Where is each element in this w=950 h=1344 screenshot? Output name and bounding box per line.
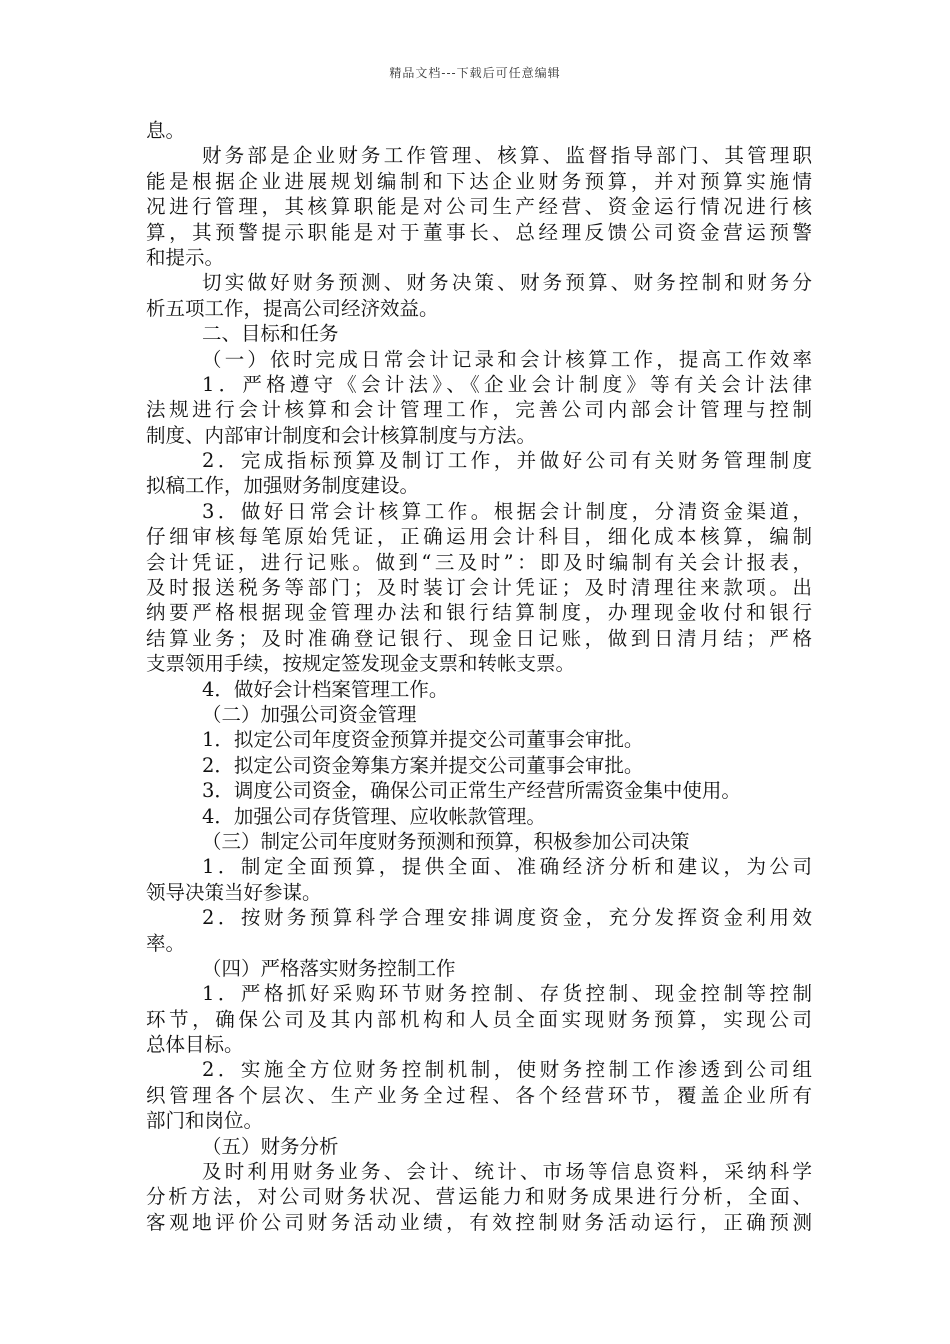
text-line: 制度、内部审计制度和会计核算制度与方法。 — [146, 423, 537, 447]
text-line: 况进行管理，其核算职能是对公司生产经营、资金运行情况进行核 — [146, 195, 812, 219]
text-line: 4．做好会计档案管理工作。 — [202, 677, 449, 701]
text-line: 3．做好日常会计核算工作。根据会计制度，分清资金渠道， — [202, 499, 812, 523]
text-line: 领导决策当好参谋。 — [146, 880, 322, 904]
text-line: 息。 — [146, 119, 186, 142]
text-line: 及时报送税务等部门；及时装订会计凭证；及时清理往来款项。出 — [146, 576, 812, 600]
text-line: 1．制定全面预算，提供全面、准确经济分析和建议，为公司 — [202, 855, 812, 879]
text-line: 结算业务；及时准确登记银行、现金日记账，做到日清月结；严格 — [146, 626, 812, 650]
page-header: 精品文档---下载后可任意编辑 — [389, 66, 561, 80]
text-line: 和提示。 — [146, 245, 225, 269]
text-line: （一）依时完成日常会计记录和会计核算工作，提高工作效率 — [202, 347, 812, 371]
text-line: 会计凭证，进行记账。做到“三及时”：即及时编制有关会计报表， — [146, 550, 812, 574]
text-line: 1．严格抓好采购环节财务控制、存货控制、现金控制等控制 — [202, 982, 812, 1006]
text-line: 客观地评价公司财务活动业绩，有效控制财务活动运行，正确预测 — [146, 1210, 812, 1234]
text-line: 2．实施全方位财务控制机制，使财务控制工作渗透到公司组 — [202, 1058, 812, 1082]
text-line: 法规进行会计核算和会计管理工作，完善公司内部会计管理与控制 — [146, 398, 812, 422]
text-line: 环节，确保公司及其内部机构和人员全面实现财务预算，实现公司 — [146, 1007, 812, 1031]
text-line: 3．调度公司资金，确保公司正常生产经营所需资金集中使用。 — [202, 779, 741, 803]
text-line: 算，其预警提示职能是对于董事长、总经理反馈公司资金营运预警 — [146, 220, 812, 244]
text-line: 能是根据企业进展规划编制和下达企业财务预算，并对预算实施情 — [146, 169, 812, 193]
text-line: 拟稿工作，加强财务制度建设。 — [146, 474, 420, 498]
text-line: （五）财务分析 — [202, 1134, 339, 1158]
text-line: 析五项工作，提高公司经济效益。 — [146, 296, 439, 320]
text-line: 及时利用财务业务、会计、统计、市场等信息资料，采纳科学 — [202, 1160, 812, 1184]
text-line: 2．按财务预算科学合理安排调度资金，充分发挥资金利用效 — [202, 906, 812, 930]
text-line: 纳要严格根据现金管理办法和银行结算制度，办理现金收付和银行 — [146, 601, 812, 625]
text-line: 织管理各个层次、生产业务全过程、各个经营环节，覆盖企业所有 — [146, 1083, 812, 1107]
text-line: 2．完成指标预算及制订工作，并做好公司有关财务管理制度 — [202, 449, 812, 473]
text-line: 二、目标和任务 — [202, 322, 339, 346]
text-line: 率。 — [146, 931, 186, 955]
text-line: （三）制定公司年度财务预测和预算，积极参加公司决策 — [202, 829, 690, 853]
text-line: （二）加强公司资金管理 — [202, 702, 417, 726]
text-line: 支票领用手续，按规定签发现金支票和转帐支票。 — [146, 652, 576, 676]
document-body — [146, 118, 812, 1235]
text-line: （四）严格落实财务控制工作 — [202, 956, 456, 980]
text-line: 2．拟定公司资金筹集方案并提交公司董事会审批。 — [202, 753, 644, 777]
text-line: 1．拟定公司年度资金预算并提交公司董事会审批。 — [202, 728, 644, 752]
text-line: 切实做好财务预测、财务决策、财务预算、财务控制和财务分 — [202, 271, 812, 295]
text-line: 部门和岗位。 — [146, 1109, 264, 1133]
text-line: 财务部是企业财务工作管理、核算、监督指导部门、其管理职 — [202, 144, 812, 168]
text-line: 1．严格遵守《会计法》、《企业会计制度》等有关会计法律 — [202, 372, 812, 396]
text-line: 仔细审核每笔原始凭证，正确运用会计科目，细化成本核算，编制 — [146, 525, 812, 549]
text-line: 总体目标。 — [146, 1033, 244, 1057]
text-line: 4．加强公司存货管理、应收帐款管理。 — [202, 804, 546, 828]
text-line: 分析方法，对公司财务状况、营运能力和财务成果进行分析，全面、 — [146, 1185, 812, 1209]
